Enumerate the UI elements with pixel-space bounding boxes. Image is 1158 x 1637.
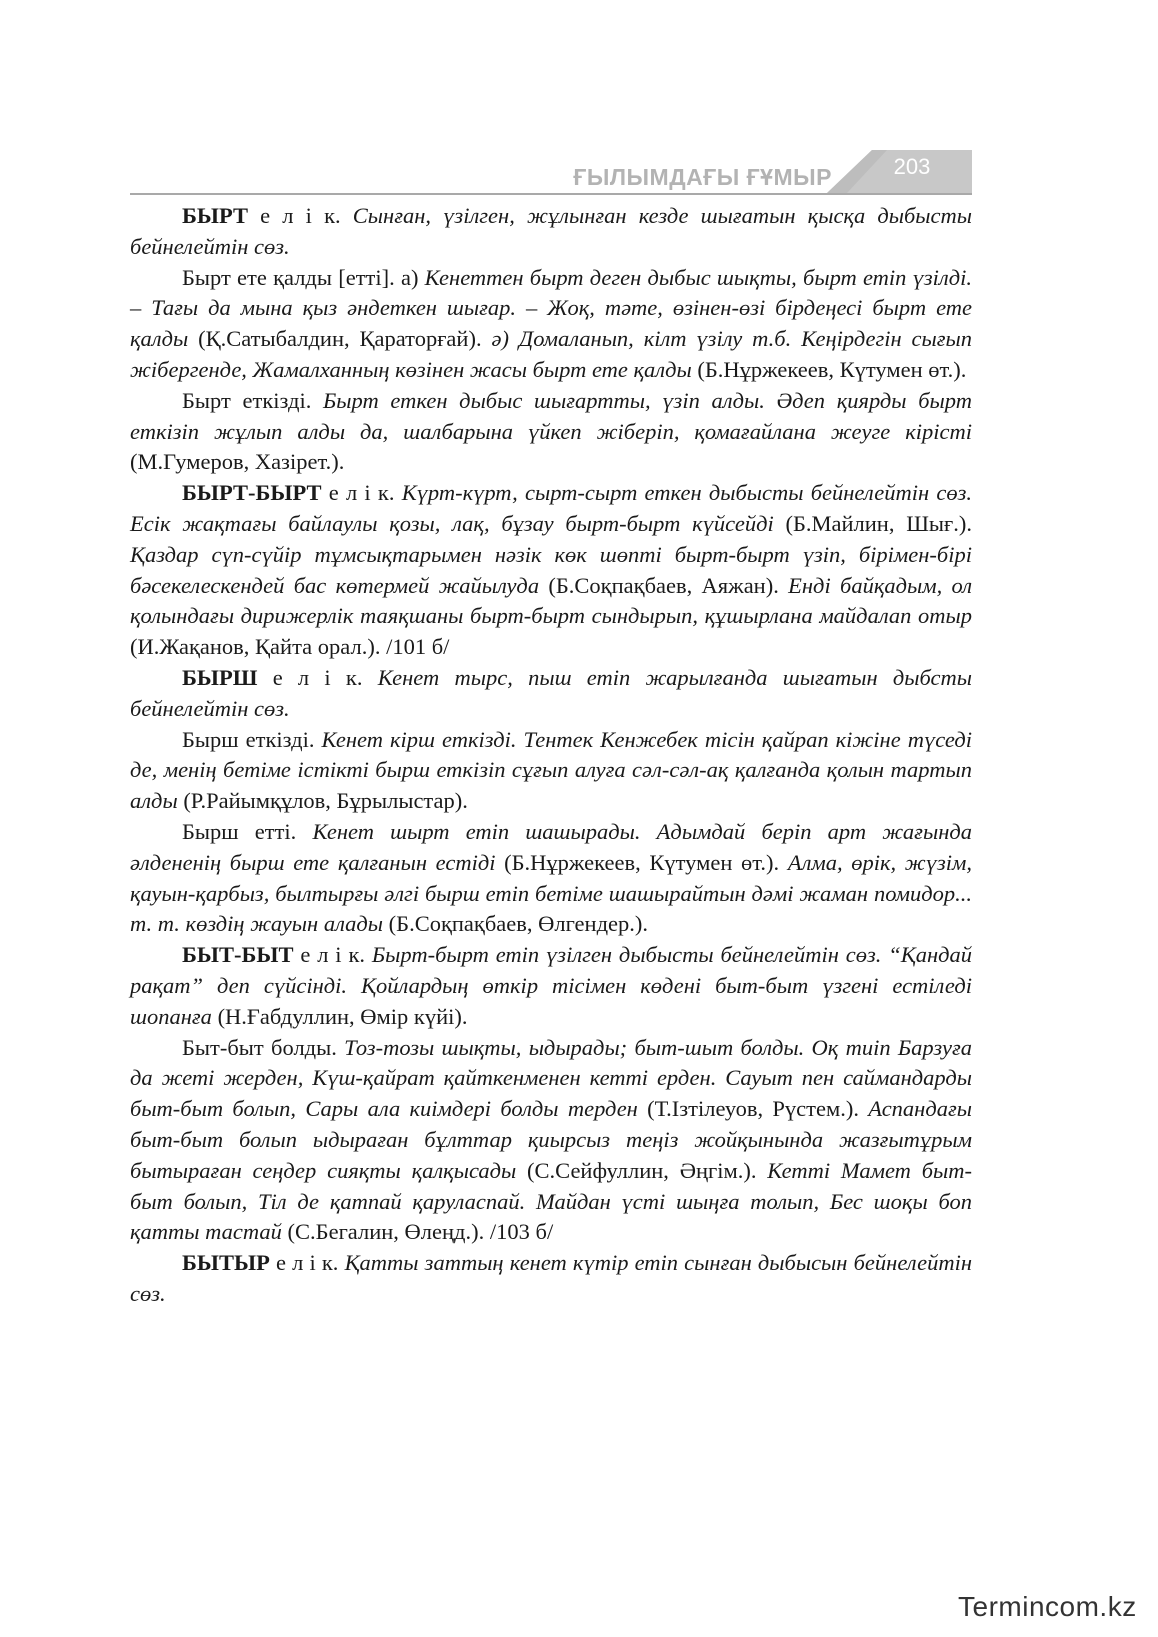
- source: (Б.Нұржекеев, Күтумен өт.).: [504, 849, 780, 875]
- definition: Күрт-күрт, сырт-сырт еткен дыбысты бейнелейтін сөз. Есік жақтағы байлаулы қозы, лақ, бұзау бырт-бырт күйсейді: [130, 480, 972, 536]
- part-of-speech: е л і к.: [328, 480, 395, 506]
- header-title: ҒЫЛЫМДАҒЫ ҒҰМЫР: [573, 164, 832, 190]
- example: Бырт еткен дыбыс шығартты, үзіп алды. Әдеп қиярды бырт еткізіп жұлып алды да, шалбарына үйкеп жіберіп, қомағайлана жеуге кірісті: [130, 387, 972, 444]
- part-of-speech: е л і к.: [275, 1250, 339, 1276]
- headword: БЫТЫР: [182, 1250, 270, 1276]
- entry-byrt: [130, 201, 972, 263]
- part-of-speech: е л і к.: [260, 203, 341, 228]
- sub-entry: [130, 725, 972, 817]
- page-number-tab: [827, 150, 972, 193]
- example: Кенет шырт етіп шашырады. Адымдай беріп арт жағында әлдененің бырш ете қалғанын естіді: [130, 818, 972, 875]
- phrase: Бырт еткізді.: [182, 387, 312, 413]
- entry-byrsh: [130, 663, 972, 725]
- source: (С.Бегалин, Өлеңд.). /103 б/: [287, 1219, 554, 1245]
- part-of-speech: е л і к.: [300, 942, 365, 968]
- source: (Қ.Сатыбалдин, Қараторғай).: [198, 326, 482, 352]
- headword: БЫРШ: [182, 664, 258, 690]
- entry-byrt-byrt: [130, 478, 972, 663]
- headword: БЫРТ: [182, 203, 248, 228]
- part-of-speech: е л і к.: [272, 664, 363, 690]
- headword: БЫРТ-БЫРТ: [182, 480, 322, 506]
- definition: Кенет тырс, пыш етіп жарылғанда шығатын дыбсты бейнелейтін сөз.: [130, 664, 973, 721]
- source: (С.Сейфуллин, Әңгім.).: [527, 1157, 757, 1183]
- sub-entry: [130, 1033, 972, 1249]
- definition: Бырт-бырт етіп үзілген дыбысты бейнелейтін сөз. “Қандай рақат” деп сүйсінді. Қойлардың өткір тісімен көдені быт-быт үзгені естіледі шопанға: [130, 942, 973, 1029]
- example: ә) Домаланып, кілт үзілу т.б. Кеңірдегін сығып жібергенде, Жамалханның көзінен жасы бырт ете қалды: [130, 326, 973, 382]
- phrase: Бырш етті.: [182, 818, 297, 844]
- example: Кенет кірш еткізді. Тентек Кенжебек тісін қайрап кіжіне түседі де, менің бетіме істікті бырш еткізіп сұғып алуға сәл-сәл-ақ қалғанда қолын тартып алды: [130, 726, 972, 814]
- entry-bytyr: [130, 1248, 972, 1310]
- source: (Н.Ғабдуллин, Өмір күйі).: [217, 1003, 468, 1029]
- example: Аспандағы быт-быт болып ыдыраған бұлттар қиырсыз теңіз жойқынында жазғытұрым бытыраған сеңдер сияқты қалқысады: [130, 1096, 972, 1183]
- example: Тоз-тозы шықты, ыдырады; быт-шыт болды. Оқ тиіп Барзуға да жеті жерден, Күш-қайрат қайткенменен кетті ерден. Сауыт пен саймандарды быт-быт болып, Сары ала киімдері болды терден: [130, 1034, 972, 1122]
- source: (Т.Ізтілеуов, Рүстем.).: [647, 1096, 859, 1122]
- source: (Б.Майлин, Шығ.).: [785, 510, 973, 536]
- site-watermark: [940, 1585, 1150, 1631]
- example: Кенеттен бырт деген дыбыс шықты, бырт етіп үзілді. – Тағы да мына қыз әндеткен шығар. – Жоқ, тәте, өзінен-өзі бірдеңесі бырт ете қалды: [130, 264, 973, 352]
- definition: Қатты заттың кенет күтір етіп сынған дыбысын бейнелейтін сөз.: [130, 1250, 973, 1306]
- source: (Б.Нұржекеев, Күтумен өт.).: [697, 356, 967, 382]
- entry-byt-byt: [130, 940, 972, 1032]
- example: Енді байқадым, ол қолындағы дирижерлік таяқшаны бырт-бырт сындырып, құшырлана майдалап отыр: [130, 572, 973, 629]
- sub-entry: [130, 263, 972, 386]
- example: Алма, өрік, жүзім, қауын-қарбыз, былтырғы әлгі бырш етіп бетіме шашырайтын дәмі жаман помидор... т. т. көздің жауын алады: [130, 849, 973, 937]
- source: (И.Жақанов, Қайта орал.). /101 б/: [130, 634, 450, 660]
- source: (М.Гумеров, Хазірет.).: [130, 449, 345, 475]
- phrase: Бырт ете қалды [етті]. а): [182, 264, 419, 290]
- sub-entry: [130, 386, 972, 478]
- sub-entry: [130, 817, 972, 940]
- definition: Сынған, үзілген, жұлынған кезде шығатын қысқа дыбысты бейнелейтін сөз.: [130, 203, 973, 259]
- watermark-text: Termincom.kz: [958, 1591, 1137, 1622]
- phrase: Быт-быт болды.: [182, 1034, 337, 1060]
- dictionary-content: [130, 201, 972, 1310]
- example: Кетті Мамет быт-быт болып, Тіл де қатпай қаруласпай. Майдан үсті шыңға толып, Бес шоқы боп қатты тастай: [130, 1157, 972, 1245]
- page-number: 203: [893, 154, 931, 179]
- example: Қаздар сүп-сүйір тұмсықтарымен нәзік көк шөпті бырт-бырт үзіп, бірімен-бірі бәсекелескендей бас көтермей жайылуда: [130, 541, 972, 598]
- source: (Б.Соқпақбаев, Аяжан).: [548, 572, 779, 598]
- header-rule: [130, 193, 972, 195]
- headword: БЫТ-БЫТ: [182, 942, 294, 968]
- source: (Р.Райымқұлов, Бұрылыстар).: [183, 788, 468, 814]
- running-header: [130, 150, 972, 195]
- phrase: Бырш еткізді.: [182, 726, 315, 752]
- source: (Б.Соқпақбаев, Өлгендер.).: [388, 911, 648, 937]
